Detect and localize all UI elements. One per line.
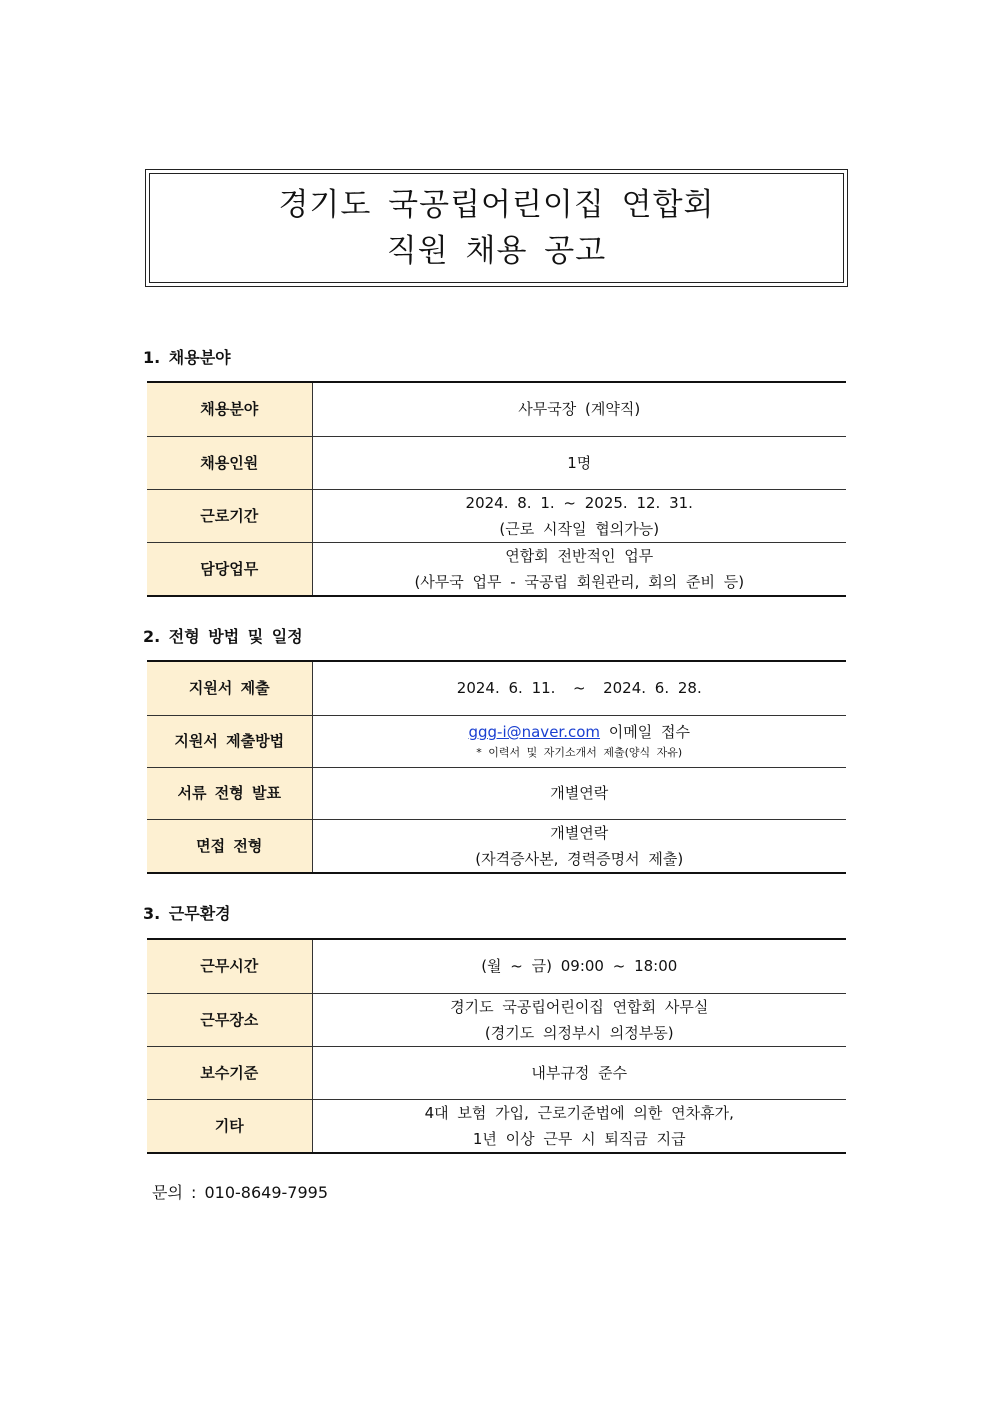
value-line: 2024. 6. 11. ~ 2024. 6. 28. [456,679,702,698]
section-heading-environment: 3. 근무환경 [143,904,231,923]
row-label: 면접 전형 [147,819,312,873]
row-label: 지원서 제출 [147,661,312,715]
row-label: 기타 [147,1099,312,1153]
row-label: 채용인원 [147,436,312,489]
table-row [147,436,846,489]
table-row [147,542,846,596]
title-box [145,169,848,287]
section-heading-selection: 2. 전형 방법 및 일정 [143,627,303,646]
row-value [312,661,846,715]
value-line: 2024. 8. 1. ~ 2025. 12. 31. [465,493,693,512]
row-value [312,382,846,436]
value-line: 개별연락 [550,784,609,802]
table-row [147,1046,846,1099]
value-line: 개별연락 [550,823,609,842]
selection-table [147,660,846,874]
value-line: 1명 [567,453,592,472]
row-label: 근무시간 [147,939,312,993]
email-link[interactable]: ggg-i@naver.com [468,723,601,741]
environment-table [147,938,846,1154]
row-value [312,489,846,542]
table-row [147,715,846,767]
row-label: 담당업무 [147,542,312,596]
table-row [147,1099,846,1153]
submission-note: * 이력서 및 자기소개서 제출(양식 자유) [476,746,683,759]
title-line-1: 경기도 국공립어린이집 연합회 [278,187,715,223]
table-row [147,767,846,819]
value-line: (사무국 업무 - 국공립 회원관리, 회의 준비 등) [414,572,745,591]
table-row [147,661,846,715]
value-line: 사무국장 (계약직) [518,400,641,419]
value-line: 연합회 전반적인 업무 [505,546,654,565]
row-value [312,542,846,596]
row-label: 지원서 제출방법 [147,715,312,767]
table-row [147,993,846,1046]
row-label: 보수기준 [147,1046,312,1099]
row-value [312,819,846,873]
row-value [312,715,846,767]
email-suffix: 이메일 접수 [600,723,691,741]
value-line: 4대 보험 가입, 근로기준법에 의한 연차휴가, [424,1103,734,1122]
value-line: 1년 이상 근무 시 퇴직금 지급 [472,1129,686,1148]
value-line: (경기도 의정부시 의정부동) [484,1023,674,1042]
table-row [147,489,846,542]
title-line-2: 직원 채용 공고 [386,233,607,269]
row-value [312,1046,846,1099]
value-line: 경기도 국공립어린이집 연합회 사무실 [450,997,709,1016]
value-line: 내부규정 준수 [531,1063,628,1082]
row-value [312,1099,846,1153]
row-label: 채용분야 [147,382,312,436]
recruitment-table [147,381,846,597]
row-value [312,767,846,819]
value-line: (월 ~ 금) 09:00 ~ 18:00 [481,957,678,976]
contact-info: 문의 : 010-8649-7995 [152,1183,328,1202]
row-value [312,939,846,993]
section-heading-recruitment: 1. 채용분야 [143,348,231,367]
value-line: (근로 시작일 협의가능) [499,519,660,538]
table-row [147,939,846,993]
email-line [313,720,847,744]
row-label: 근로기간 [147,489,312,542]
table-row [147,382,846,436]
table-row [147,819,846,873]
row-value [312,993,846,1046]
row-label: 서류 전형 발표 [147,767,312,819]
title-inner-frame [149,173,844,283]
value-line: (자격증사본, 경력증명서 제출) [475,849,684,868]
row-value [312,436,846,489]
row-label: 근무장소 [147,993,312,1046]
